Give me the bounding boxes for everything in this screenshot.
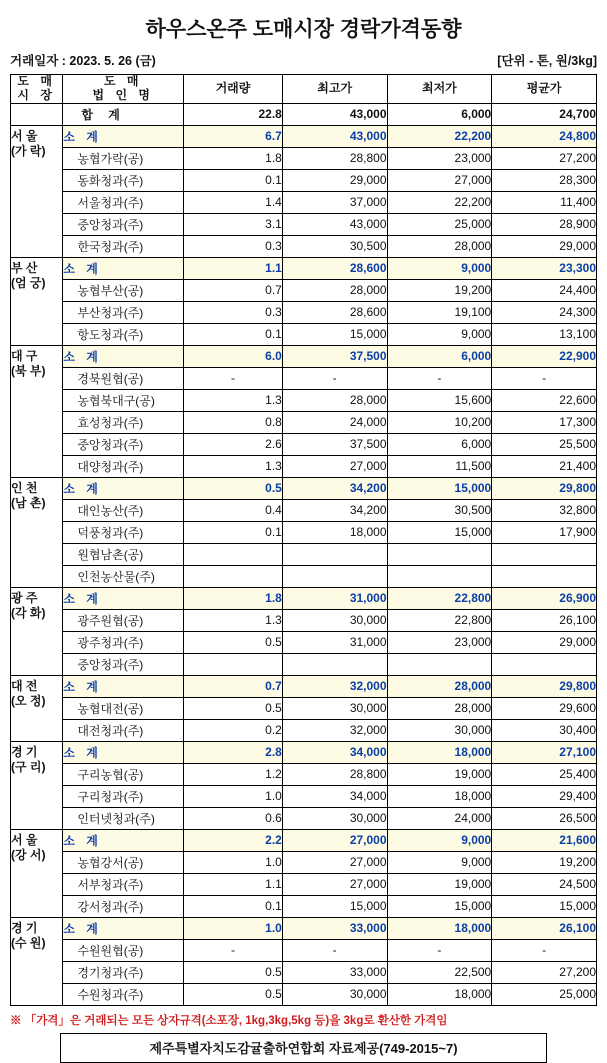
low-price-cell: 18,000 [387,741,492,763]
low-price-cell: 19,000 [387,763,492,785]
table-row [11,873,597,895]
avg-price-cell: 25,000 [492,983,597,1005]
col-corp-line1: 도 매 [103,74,143,88]
high-price-cell: - [282,367,387,389]
low-price-cell: 30,500 [387,499,492,521]
low-price-cell: 23,000 [387,631,492,653]
high-price-cell: 30,500 [282,235,387,257]
corp-name-subtotal: 소 계 [63,741,184,763]
high-price-cell: 34,200 [282,499,387,521]
avg-price-cell: 29,400 [492,785,597,807]
avg-price-cell: 29,000 [492,235,597,257]
avg-price-cell: 11,400 [492,191,597,213]
corp-name-subtotal: 소 계 [63,257,184,279]
high-price-cell: 33,000 [282,961,387,983]
avg-price-cell: 27,200 [492,961,597,983]
quantity-cell: 0.5 [184,477,283,499]
quantity-cell: 1.8 [184,587,283,609]
low-price-cell: 22,800 [387,609,492,631]
high-price-cell: 15,000 [282,323,387,345]
corp-name-cell: 인천농산물(주) [63,565,184,587]
corp-name-cell: 광주원협(공) [63,609,184,631]
avg-price-cell: 26,100 [492,609,597,631]
high-price-cell: 34,000 [282,785,387,807]
corp-name-cell: 강서청과(주) [63,895,184,917]
table-row [11,323,597,345]
high-price-cell: 28,600 [282,301,387,323]
table-row [11,895,597,917]
low-price-cell: 19,100 [387,301,492,323]
quantity-cell: 0.3 [184,301,283,323]
corp-name-cell: 항도청과(주) [63,323,184,345]
avg-price-cell: 24,400 [492,279,597,301]
table-row [11,521,597,543]
table-row-subtotal [11,587,597,609]
high-price-cell: 37,500 [282,433,387,455]
corp-name-cell: 경북원협(공) [63,367,184,389]
high-price-cell: 32,000 [282,719,387,741]
table-row [11,301,597,323]
avg-price-cell: 29,800 [492,675,597,697]
corp-name-cell: 서울청과(주) [63,191,184,213]
table-row [11,565,597,587]
region-cell [11,345,63,477]
quantity-cell: 0.5 [184,631,283,653]
table-row [11,367,597,389]
high-price-cell: 27,000 [282,873,387,895]
high-price-cell: 30,000 [282,807,387,829]
quantity-cell: 6.0 [184,345,283,367]
avg-price-cell: 17,300 [492,411,597,433]
high-price-cell: 34,000 [282,741,387,763]
region-line1: 인 천 [11,480,38,495]
low-price-cell: 19,200 [387,279,492,301]
avg-price-cell: 21,400 [492,455,597,477]
region-line1: 대 전 [11,678,38,693]
low-price-cell: 28,000 [387,697,492,719]
region-cell [11,477,63,587]
corp-name-subtotal: 소 계 [63,477,184,499]
quantity-cell: 0.1 [184,895,283,917]
high-price-cell: 32,000 [282,675,387,697]
region-line2: (가 락) [11,143,46,158]
low-price-cell: 22,800 [387,587,492,609]
corp-name-cell: 농협가락(공) [63,147,184,169]
quantity-cell: 0.1 [184,323,283,345]
avg-price-cell: 32,800 [492,499,597,521]
table-row [11,785,597,807]
table-row [11,213,597,235]
col-region-line2: 시 장 [17,87,56,102]
low-price-cell: 9,000 [387,851,492,873]
table-row [11,961,597,983]
corp-name-cell: 농협북대구(공) [63,389,184,411]
provider-box: 제주특별자치도감귤출하연합회 자료제공(749-2015~7) [60,1033,547,1063]
quantity-cell: 1.1 [184,873,283,895]
corp-name-cell: 한국청과(주) [63,235,184,257]
low-price-cell: 23,000 [387,147,492,169]
region-line2: (강 서) [11,847,46,862]
quantity-cell: 1.8 [184,147,283,169]
quantity-cell: - [184,367,283,389]
corp-name-cell: 대전청과(주) [63,719,184,741]
page-title: 하우스온주 도매시장 경락가격동향 [145,18,462,41]
corp-name-cell: 서부청과(주) [63,873,184,895]
low-price-cell: 22,200 [387,191,492,213]
avg-price-cell: 17,900 [492,521,597,543]
region-line1: 경 기 [11,744,38,759]
quantity-cell: 0.4 [184,499,283,521]
avg-price-cell: 28,300 [492,169,597,191]
avg-price-cell: 24,700 [492,103,597,125]
table-row-subtotal [11,125,597,147]
quantity-cell: 1.0 [184,851,283,873]
table-row [11,851,597,873]
corp-name-cell: 구리농협(공) [63,763,184,785]
high-price-cell: 33,000 [282,917,387,939]
high-price-cell: 29,000 [282,169,387,191]
low-price-cell [387,565,492,587]
high-price-cell: - [282,939,387,961]
avg-price-cell: 22,900 [492,345,597,367]
corp-name-subtotal: 소 계 [63,345,184,367]
corp-name-cell: 인터넷청과(주) [63,807,184,829]
quantity-cell [184,653,283,675]
low-price-cell: 28,000 [387,675,492,697]
quantity-cell: 1.0 [184,917,283,939]
table-row [11,433,597,455]
low-price-cell: 18,000 [387,983,492,1005]
region-line2: (구 리) [11,759,46,774]
table-header-row [11,75,597,104]
quantity-cell: 1.0 [184,785,283,807]
quantity-cell: 0.5 [184,983,283,1005]
avg-price-cell: 25,400 [492,763,597,785]
corp-name-cell: 덕풍청과(주) [63,521,184,543]
table-row-subtotal [11,741,597,763]
table-row [11,411,597,433]
corp-name-cell: 효성청과(주) [63,411,184,433]
quantity-cell: 0.7 [184,279,283,301]
avg-price-cell: 28,900 [492,213,597,235]
price-table [10,74,597,1006]
quantity-cell: 3.1 [184,213,283,235]
region-cell [11,741,63,829]
low-price-cell [387,543,492,565]
high-price-cell: 30,000 [282,697,387,719]
corp-name-cell: 동화청과(주) [63,169,184,191]
corp-name-cell: 농협강서(공) [63,851,184,873]
table-row-subtotal [11,829,597,851]
avg-price-cell: - [492,939,597,961]
quantity-cell: 0.5 [184,961,283,983]
region-line1: 서 울 [11,128,38,143]
quantity-cell: 0.1 [184,521,283,543]
low-price-cell: 22,500 [387,961,492,983]
footnote-text: 「가격」은 거래되는 모든 상자규격(소포장, 1kg,3kg,5kg 등)을 3kg로 환산한 가격임 [24,1014,448,1027]
table-row [11,697,597,719]
high-price-cell [282,543,387,565]
high-price-cell: 18,000 [282,521,387,543]
table-row-subtotal [11,345,597,367]
region-line2: (수 원) [11,935,46,950]
table-row [11,191,597,213]
low-price-cell: 9,000 [387,829,492,851]
corp-name-cell: 광주청과(주) [63,631,184,653]
low-price-cell: 27,000 [387,169,492,191]
high-price-cell: 30,000 [282,609,387,631]
quantity-cell: - [184,939,283,961]
low-price-cell: 15,000 [387,477,492,499]
quantity-cell: 6.7 [184,125,283,147]
table-row-total [11,103,597,125]
table-header [11,75,597,104]
high-price-cell: 15,000 [282,895,387,917]
col-corp [63,75,184,104]
quantity-cell: 0.8 [184,411,283,433]
corp-name-cell: 중앙청과(주) [63,653,184,675]
region-cell [11,103,63,125]
low-price-cell: 18,000 [387,785,492,807]
table-row [11,499,597,521]
region-line1: 서 울 [11,832,38,847]
corp-name-cell: 대인농산(주) [63,499,184,521]
footnote-mark: ※ [10,1014,22,1027]
quantity-cell: 0.5 [184,697,283,719]
corp-name-cell: 수원원협(공) [63,939,184,961]
table-row-subtotal [11,675,597,697]
table-row [11,609,597,631]
avg-price-cell: 27,200 [492,147,597,169]
table-row [11,763,597,785]
unit-note: [단위 - 톤, 원/3kg] [497,54,597,68]
avg-price-cell: 25,500 [492,433,597,455]
low-price-cell: 25,000 [387,213,492,235]
quantity-cell: 1.3 [184,455,283,477]
avg-price-cell: 24,500 [492,873,597,895]
avg-price-cell: 26,100 [492,917,597,939]
corp-name-cell: 중앙청과(주) [63,213,184,235]
corp-name-subtotal: 소 계 [63,125,184,147]
region-cell [11,675,63,741]
avg-price-cell: 13,100 [492,323,597,345]
low-price-cell: 10,200 [387,411,492,433]
col-region-line1: 도 매 [17,74,56,88]
table-row [11,807,597,829]
avg-price-cell: 30,400 [492,719,597,741]
table-row [11,279,597,301]
corp-name-cell: 중앙청과(주) [63,433,184,455]
quantity-cell [184,543,283,565]
quantity-cell: 1.2 [184,763,283,785]
table-row [11,169,597,191]
col-region [11,75,63,104]
region-line2: (남 촌) [11,495,46,510]
high-price-cell [282,565,387,587]
table-row [11,631,597,653]
quantity-cell: 1.3 [184,609,283,631]
quantity-cell: 0.1 [184,169,283,191]
region-line1: 광 주 [11,590,38,605]
avg-price-cell: 29,600 [492,697,597,719]
avg-price-cell: 15,000 [492,895,597,917]
table-row [11,983,597,1005]
quantity-cell: 22.8 [184,103,283,125]
avg-price-cell: 24,800 [492,125,597,147]
table-row [11,653,597,675]
low-price-cell: - [387,939,492,961]
table-body [11,103,597,1005]
region-line1: 대 구 [11,348,38,363]
high-price-cell: 28,000 [282,389,387,411]
high-price-cell: 37,000 [282,191,387,213]
region-line2: (북 부) [11,363,46,378]
avg-price-cell: 24,300 [492,301,597,323]
low-price-cell: 22,200 [387,125,492,147]
table-row [11,235,597,257]
low-price-cell: 6,000 [387,345,492,367]
high-price-cell: 43,000 [282,125,387,147]
avg-price-cell [492,653,597,675]
region-cell [11,257,63,345]
corp-name-subtotal: 소 계 [63,917,184,939]
high-price-cell: 31,000 [282,631,387,653]
low-price-cell: 30,000 [387,719,492,741]
table-row [11,719,597,741]
avg-price-cell: 29,800 [492,477,597,499]
corp-name-cell: 원협남촌(공) [63,543,184,565]
corp-name-subtotal: 소 계 [63,587,184,609]
avg-price-cell: 29,000 [492,631,597,653]
low-price-cell: 15,600 [387,389,492,411]
avg-price-cell: 19,200 [492,851,597,873]
quantity-cell: 0.6 [184,807,283,829]
high-price-cell [282,653,387,675]
table-row [11,543,597,565]
trade-date [10,51,156,69]
avg-price-cell [492,543,597,565]
quantity-cell: 0.7 [184,675,283,697]
region-line2: (각 화) [11,605,46,620]
quantity-cell: 1.4 [184,191,283,213]
high-price-cell: 27,000 [282,829,387,851]
low-price-cell: 28,000 [387,235,492,257]
trade-date-label: 거래일자 : [10,54,66,68]
region-cell [11,829,63,917]
high-price-cell: 37,500 [282,345,387,367]
quantity-cell: 0.2 [184,719,283,741]
high-price-cell: 28,000 [282,279,387,301]
corp-name-cell: 구리청과(주) [63,785,184,807]
table-row-subtotal [11,257,597,279]
table-row [11,147,597,169]
avg-price-cell: 23,300 [492,257,597,279]
col-avg-price: 평균가 [492,75,597,104]
high-price-cell: 27,000 [282,851,387,873]
high-price-cell: 24,000 [282,411,387,433]
col-low-price: 최저가 [387,75,492,104]
high-price-cell: 31,000 [282,587,387,609]
low-price-cell [387,653,492,675]
trade-date-value: 2023. 5. 26 (금) [69,54,156,68]
table-row [11,939,597,961]
low-price-cell: 15,000 [387,521,492,543]
corp-name-cell: 대양청과(주) [63,455,184,477]
corp-name-subtotal: 소 계 [63,829,184,851]
high-price-cell: 43,000 [282,103,387,125]
quantity-cell: 0.3 [184,235,283,257]
col-quantity: 거래량 [184,75,283,104]
quantity-cell: 2.6 [184,433,283,455]
high-price-cell: 28,800 [282,147,387,169]
low-price-cell: 15,000 [387,895,492,917]
low-price-cell: 24,000 [387,807,492,829]
low-price-cell: 11,500 [387,455,492,477]
corp-name-cell: 농협부산(공) [63,279,184,301]
avg-price-cell: 27,100 [492,741,597,763]
low-price-cell: 9,000 [387,257,492,279]
avg-price-cell: 26,900 [492,587,597,609]
region-cell [11,917,63,1005]
avg-price-cell: 26,500 [492,807,597,829]
region-cell [11,125,63,257]
avg-price-cell [492,565,597,587]
quantity-cell: 1.3 [184,389,283,411]
high-price-cell: 34,200 [282,477,387,499]
high-price-cell: 27,000 [282,455,387,477]
quantity-cell [184,565,283,587]
quantity-cell: 1.1 [184,257,283,279]
low-price-cell: 6,000 [387,103,492,125]
corp-name-cell: 수원청과(주) [63,983,184,1005]
table-row-subtotal [11,477,597,499]
meta-row [0,51,607,74]
region-line1: 부 산 [11,260,38,275]
region-line2: (엄 궁) [11,275,46,290]
avg-price-cell: - [492,367,597,389]
footnote [10,1012,597,1028]
avg-price-cell: 22,600 [492,389,597,411]
table-row [11,455,597,477]
quantity-cell: 2.2 [184,829,283,851]
low-price-cell: - [387,367,492,389]
corp-name-cell: 부산청과(주) [63,301,184,323]
high-price-cell: 28,600 [282,257,387,279]
region-line1: 경 기 [11,920,38,935]
corp-name-total: 합 계 [63,103,184,125]
col-high-price: 최고가 [282,75,387,104]
table-row [11,389,597,411]
corp-name-cell: 경기청과(주) [63,961,184,983]
low-price-cell: 6,000 [387,433,492,455]
avg-price-cell: 21,600 [492,829,597,851]
high-price-cell: 30,000 [282,983,387,1005]
corp-name-subtotal: 소 계 [63,675,184,697]
low-price-cell: 18,000 [387,917,492,939]
col-corp-line2: 법 인 명 [92,87,154,102]
region-cell [11,587,63,675]
high-price-cell: 43,000 [282,213,387,235]
low-price-cell: 19,000 [387,873,492,895]
quantity-cell: 2.8 [184,741,283,763]
low-price-cell: 9,000 [387,323,492,345]
high-price-cell: 28,800 [282,763,387,785]
region-line2: (오 정) [11,693,46,708]
corp-name-cell: 농협대전(공) [63,697,184,719]
table-row-subtotal [11,917,597,939]
